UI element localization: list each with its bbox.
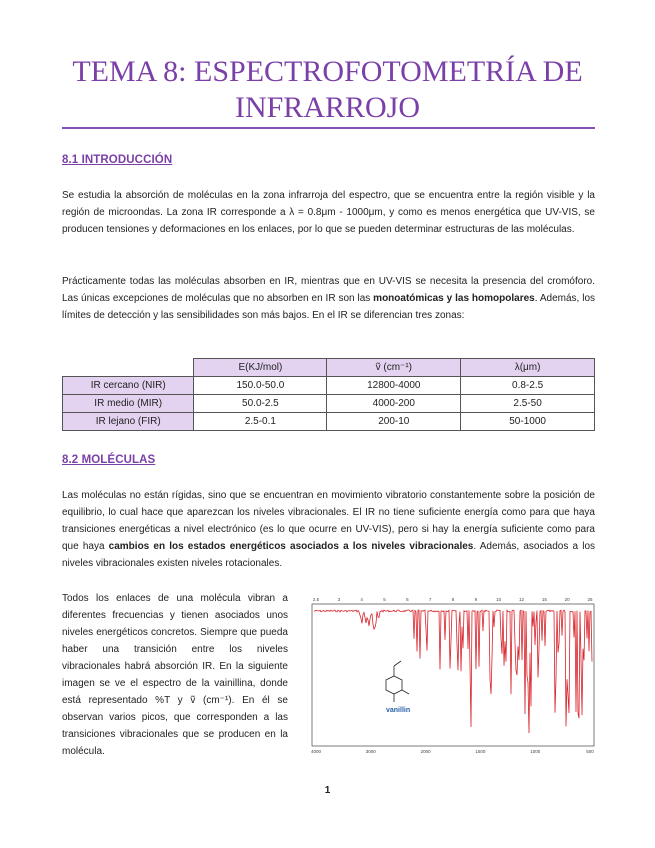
intro-paragraph-1: Se estudia la absorción de moléculas en la zona infrarroja del espectro, que se encuentra entre la región visible y la región de microondas. La zona IR corresponde a λ = 0.8μm - 1000μm, y como es menos energética que UV-VIS, se producen tensiones y deformaciones en los enlaces, por lo que se pueden determinar estructuras de las moléculas. xyxy=(62,190,595,235)
spectrum-top-tick-label: 10 xyxy=(496,597,502,602)
molecule-label: vanillin xyxy=(386,707,411,714)
spectrum-top-tick-label: 12 xyxy=(518,597,525,602)
table-row xyxy=(63,395,595,413)
spectrum-top-tick-label: 25 xyxy=(587,597,593,602)
spectrum-bottom-tick-label: 3000 xyxy=(365,749,376,754)
table-corner-cell xyxy=(63,359,194,377)
spectrum-bottom-tick-label: 1000 xyxy=(530,749,541,754)
table-header-wavenumber: ṽ (cm⁻¹) xyxy=(327,359,461,377)
table-cell: 4000-200 xyxy=(327,395,461,413)
table-cell: 50-1000 xyxy=(461,413,595,431)
intro-paragraph-2: Prácticamente todas las moléculas absorben en IR, mientras que en UV-VIS se necesita la presencia del cromóforo. Las únicas excepciones de moléculas que no absorben en IR son las monoatómicas y las homopolares. Además, los límites de detección y las sensibilidades son más bajos. En el IR se diferencian tres zonas: xyxy=(62,276,596,321)
bold-vibrational-states: cambios en los estados energéticos asociados a los niveles vibracionales xyxy=(108,541,474,552)
spectrum-bottom-tick-label: 4000 xyxy=(310,749,322,754)
spectrum-top-tick-label: 5 xyxy=(383,597,386,602)
spectrum-top-tick-label: 15 xyxy=(541,597,547,602)
page-number: 1 xyxy=(324,785,331,796)
page-title: TEMA 8: ESPECTROFOTOMETRÍA DE INFRARROJO xyxy=(72,55,583,124)
table-cell: 150.0-50.0 xyxy=(194,377,327,395)
spectrum-top-tick-label: 20 xyxy=(564,597,570,602)
table-row xyxy=(63,413,595,431)
table-header-wavelength: λ(μm) xyxy=(461,359,595,377)
molecules-paragraph-1: Las moléculas no están rígidas, sino que se encuentran en movimiento vibratorio constantemente sobre la posición de equilibrio, lo cual hace que aparezcan los niveles vibracionales. El IR no tiene suficiente energía como para que haya transiciones energéticas a nivel electrónico (es lo que ocurre en UV-VIS), pero si hay la energía suficiente como para que haya cambios en los estados energéticos asociados a los niveles vibracionales. Además, asociados a los niveles vibracionales existen niveles rotacionales. xyxy=(62,490,596,569)
table-cell: 200-10 xyxy=(327,413,461,431)
spectrum-top-tick-label: 2.5 xyxy=(312,597,320,602)
spectrum-top-tick-label: 9 xyxy=(474,597,478,602)
table-cell: 2.5-0.1 xyxy=(194,413,327,431)
spectrum-top-ticks xyxy=(313,597,593,602)
table-row-label: IR medio (MIR) xyxy=(63,395,194,413)
spectrum-top-tick-label: 6 xyxy=(406,597,409,602)
spectrum-top-tick-label: 7 xyxy=(428,597,432,602)
spectrum-bottom-tick-label: 2000 xyxy=(420,749,431,754)
spectrum-top-tick-label: 3 xyxy=(337,597,341,602)
title-divider xyxy=(62,127,595,129)
spectrum-frame xyxy=(312,604,594,746)
ir-zones-table xyxy=(62,358,595,431)
spectrum-bottom-ticks xyxy=(311,749,594,754)
bold-exceptions: monoatómicas y las homopolares xyxy=(373,293,535,304)
vanillin-ir-spectrum xyxy=(306,594,598,756)
section-heading-moleculas: 8.2 MOLÉCULAS xyxy=(62,454,156,466)
table-row-label: IR lejano (FIR) xyxy=(63,413,194,431)
spectrum-bottom-tick-label: 1500 xyxy=(475,749,486,754)
table-cell: 2.5-50 xyxy=(461,395,595,413)
section-heading-introduccion: 8.1 INTRODUCCIÓN xyxy=(62,154,173,166)
table-cell: 50.0-2.5 xyxy=(194,395,327,413)
spectrum-top-tick-label: 8 xyxy=(451,597,455,602)
table-header-energy: E(KJ/mol) xyxy=(194,359,327,377)
molecules-paragraph-2: Todos los enlaces de una molécula vibran a diferentes frecuencias y tienen asociados unos niveles energéticos concretos. Siempre que pueda haber una transición entre los niveles vibracionales habrá absorción IR. En la siguiente imagen se ve el espectro de la vainillina, donde está representado %T y ṽ (cm⁻¹). En él se observan varios picos, que corresponden a las transiciones vibracionales que se producen en la molécula. xyxy=(62,593,288,757)
spectrum-top-tick-label: 4 xyxy=(360,597,363,602)
table-cell: 12800-4000 xyxy=(327,377,461,395)
table-row xyxy=(63,377,595,395)
table-header-row xyxy=(63,359,595,377)
table-cell: 0.8-2.5 xyxy=(461,377,595,395)
table-row-label: IR cercano (NIR) xyxy=(63,377,194,395)
spectrum-bottom-tick-label: 500 xyxy=(586,749,594,754)
